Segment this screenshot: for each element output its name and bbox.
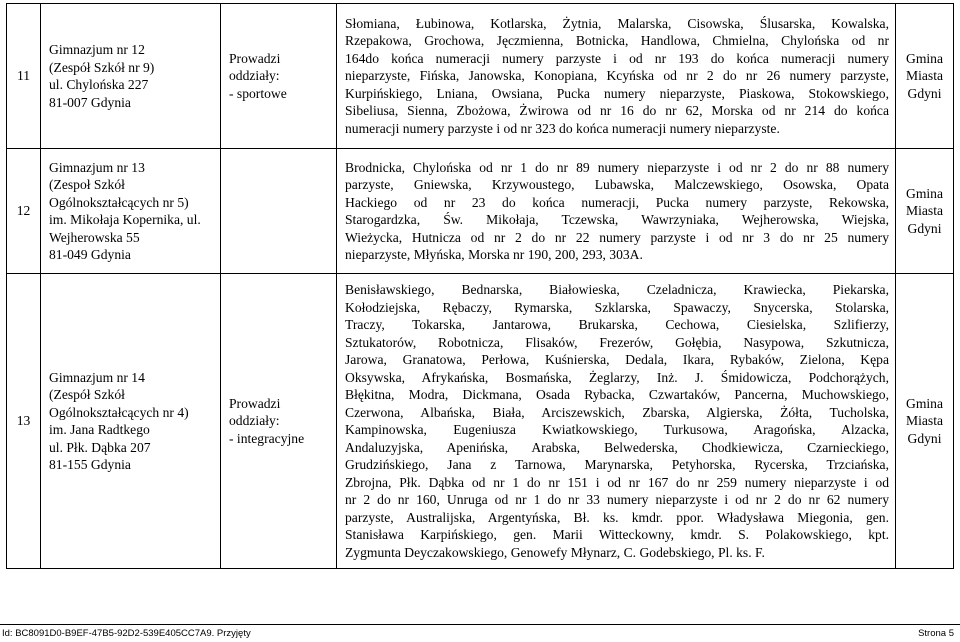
streets-line: Sztukatorów, Robotnicza, Flisaków, Frezerów, Gołębia, Nasypowa, Szkutnicza, — [345, 334, 889, 350]
streets-line: Traczy, Tokarska, Jantarowa, Brukarska, Cechowa, Ciesielska, Szlifierzy, — [345, 317, 889, 332]
school-line: 81-155 Gdynia — [49, 457, 131, 472]
school-line: Ogólnokształcących nr 5) — [49, 194, 189, 210]
streets-line: parzyste, Gniewska, Krzywoustego, Lubawska, Malczewskiego, Osowska, Opata — [345, 177, 889, 192]
streets-line: Rzepakowa, Grochowa, Jęczmienna, Botnicka, Handlowa, Chmielna, Chylońska od nr — [345, 33, 889, 49]
streets-line: Grudzińskiego, Jana z Tarnowa, Marynarska, Petyhorska, Rycerska, Trzciańska, — [345, 457, 889, 472]
school-line: ul. Płk. Dąbka 207 — [49, 439, 151, 455]
table-row — [7, 274, 954, 569]
sections-cell — [221, 274, 337, 569]
school-line: Wejherowska 55 — [49, 229, 140, 245]
document-id: Id: BC8091D0-B9EF-47B5-92D2-539E405CC7A9. Przyjęty — [2, 628, 251, 639]
streets-cell — [337, 4, 896, 149]
gmina-line: Gdyni — [907, 430, 942, 446]
page-footer — [2, 628, 954, 639]
row-number-text: 12 — [16, 203, 31, 219]
streets-line: Wieżycka, Hutnicza od nr 2 do nr 22 numery parzyste i od nr 3 do nr 25 numery — [345, 229, 889, 245]
row-number — [7, 274, 41, 569]
schools-table — [6, 3, 954, 569]
streets-line: Zygmunta Deyczakowskiego, Genowefy Młynarz, C. Godebskiego, Pl. ks. F. — [345, 544, 765, 560]
streets-line: nieparzyste, Fińska, Janowska, Konopiana, Kcyńska od nr 2 do nr 26 numery parzyste, — [345, 68, 889, 84]
school-line: 81-007 Gdynia — [49, 94, 131, 110]
streets-line: Czerwona, Albańska, Biała, Arciszewskich, Zbarska, Algierska, Żółta, Tucholska, — [345, 404, 889, 420]
gmina-line: Miasta — [906, 413, 943, 429]
school-line: (Zespół Szkół — [49, 387, 125, 402]
streets-line: Starogardzka, Św. Mikołaja, Tczewska, Wawrzyniaka, Wejherowska, Wiejska, — [345, 212, 889, 227]
streets-line: numeracji numery parzyste i od nr 323 do końca numeracji numery nieparzyste. — [345, 120, 780, 136]
school-line: im. Mikołaja Kopernika, ul. — [49, 212, 201, 227]
sections-line: oddziały: — [229, 68, 280, 84]
school-cell — [41, 149, 221, 274]
gmina-line: Gdyni — [907, 85, 942, 101]
sections-cell — [221, 149, 337, 274]
gmina-cell — [896, 4, 954, 149]
streets-line: nieparzyste, Młyńska, Morska nr 190, 200, 293, 303A. — [345, 247, 643, 262]
sections-line: - integracyjne — [229, 430, 305, 446]
streets-line: Sibeliusa, Sienna, Zbożowa, Żwirowa od nr 16 do nr 62, Morska od nr 214 do końca — [345, 103, 889, 119]
streets-line: Zbrojna, Płk. Dąbka od nr 1 do nr 151 i od nr 167 do nr 259 numery nieparzyste i od — [345, 474, 889, 490]
row-number — [7, 149, 41, 274]
streets-line: Oksywska, Afrykańska, Bosmańska, Żeglarzy, Inż. J. Śmidowicza, Podchorążych, — [345, 369, 889, 385]
gmina-line: Gmina — [906, 185, 943, 201]
school-line: (Zespoł Szkół — [49, 177, 125, 192]
gmina-line: Miasta — [906, 203, 943, 219]
row-number-text: 13 — [16, 413, 31, 429]
sections-line: Prowadzi — [229, 395, 281, 411]
streets-cell — [337, 149, 896, 274]
streets-line: Benisławskiego, Bednarska, Białowieska, Czeladnicza, Krawiecka, Piekarska, — [345, 282, 889, 297]
gmina-line: Gmina — [906, 395, 943, 411]
sections-line: oddziały: — [229, 413, 280, 429]
school-cell — [41, 4, 221, 149]
streets-line: Błękitna, Modra, Dickmana, Osada Rybacka, Czwartaków, Pancerna, Muchowskiego, — [345, 387, 889, 402]
streets-line: Hackiego od nr 23 do końca numeracji, Pucka numery parzyste, Rekowska, — [345, 194, 889, 210]
streets-line: Kołodziejska, Rębaczy, Rymarska, Szklarska, Spawaczy, Snycerska, Stolarska, — [345, 299, 889, 315]
streets-line: Brodnicka, Chylońska od nr 1 do nr 89 numery nieparzyste i od nr 2 do nr 88 numery — [345, 159, 889, 175]
school-line: im. Jana Radtkego — [49, 422, 150, 437]
school-line: (Zespół Szkół nr 9) — [49, 59, 155, 75]
school-line: Gimnazjum nr 13 — [49, 159, 145, 175]
gmina-cell — [896, 149, 954, 274]
school-line: 81-049 Gdynia — [49, 247, 131, 262]
footer-rule — [0, 624, 960, 625]
row-number — [7, 4, 41, 149]
gmina-line: Gdyni — [907, 220, 942, 236]
sections-cell — [221, 4, 337, 149]
streets-cell — [337, 274, 896, 569]
gmina-line: Miasta — [906, 68, 943, 84]
row-number-text: 11 — [16, 68, 31, 84]
table-row — [7, 4, 954, 149]
streets-line: Kampinowska, Eugeniusza Kwiatkowskiego, Turkusowa, Aragońska, Alzacka, — [345, 422, 889, 437]
sections-line: - sportowe — [229, 85, 287, 101]
streets-line: nr 2 do nr 160, Unruga od nr 1 do nr 33 numery nieparzyste i od nr 2 do nr 62 numery — [345, 492, 889, 507]
streets-line: Słomiana, Łubinowa, Kotlarska, Żytnia, Malarska, Cisowska, Ślusarska, Kowalska, — [345, 15, 889, 31]
streets-line: 164do końca numeracji numery parzyste i od nr 193 do końca numeracji numery — [345, 50, 889, 66]
school-line: ul. Chylońska 227 — [49, 77, 149, 92]
gmina-cell — [896, 274, 954, 569]
gmina-line: Gmina — [906, 50, 943, 66]
streets-line: Stanisława Karpińskiego, gen. Marii Witteckowny, kmdr. S. Polakowskiego, kpt. — [345, 527, 889, 542]
streets-line: Andaluzyjska, Apenińska, Arabska, Belwederska, Chodkiewicza, Czarnieckiego, — [345, 439, 889, 455]
school-line: Ogólnokształcących nr 4) — [49, 404, 189, 420]
table-row — [7, 149, 954, 274]
streets-line: Jarowa, Granatowa, Perłowa, Kuśnierska, Dedala, Ikara, Rybaków, Zielona, Kępa — [345, 352, 889, 367]
school-line: Gimnazjum nr 12 — [49, 42, 145, 57]
sections-line: Prowadzi — [229, 50, 281, 66]
school-line: Gimnazjum nr 14 — [49, 369, 145, 385]
streets-line: parzyste, Australijska, Argentyńska, Bł. ks. kmdr. ppor. Władysława Miegonia, gen. — [345, 509, 889, 525]
page-number: Strona 5 — [918, 628, 954, 639]
streets-line: Kurpińskiego, Lniana, Owsiana, Pucka numery nieparzyste, Piaskowa, Stokowskiego, — [345, 85, 889, 101]
school-cell — [41, 274, 221, 569]
